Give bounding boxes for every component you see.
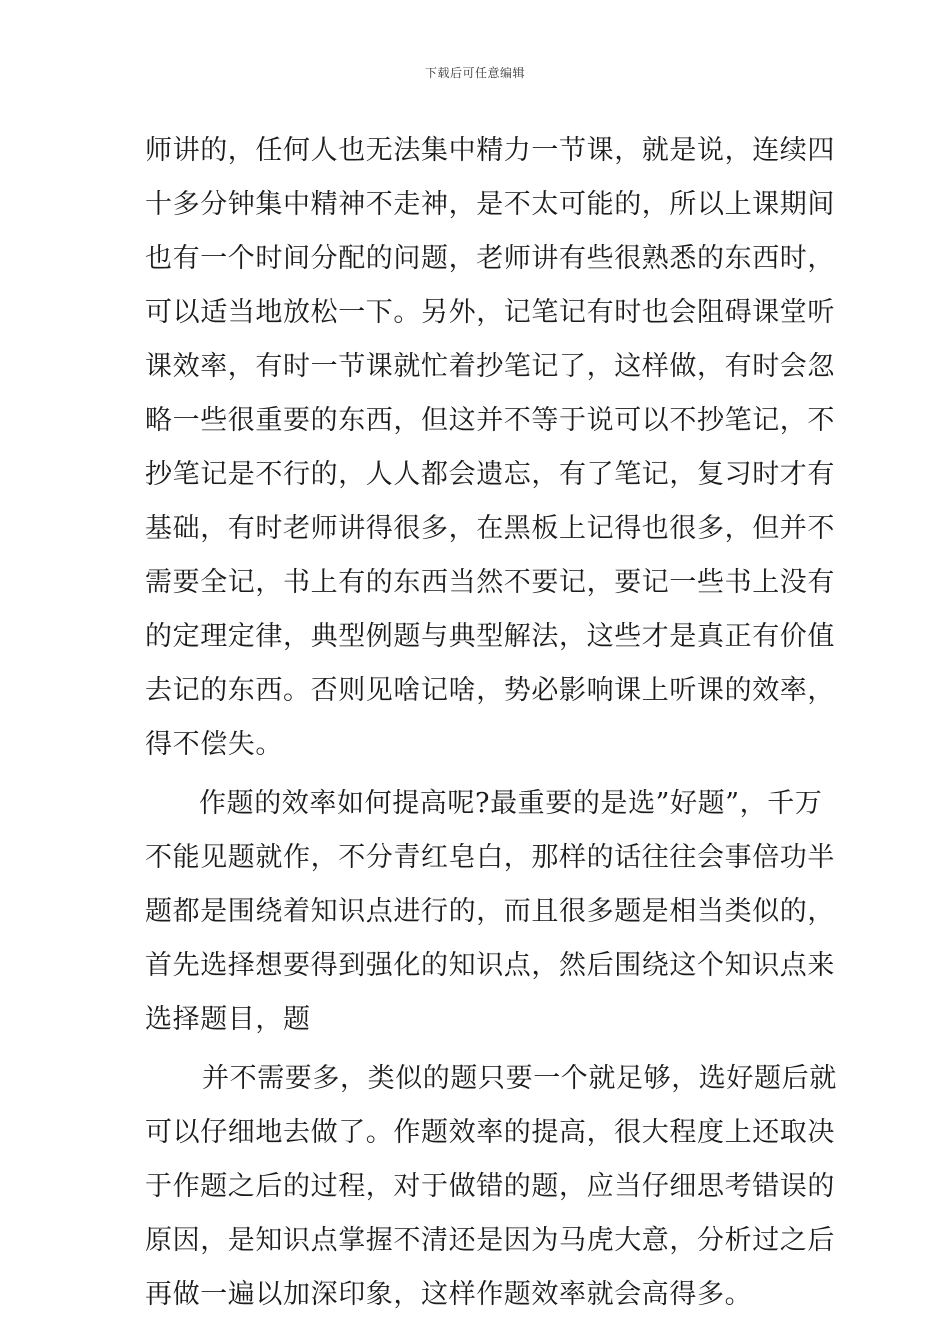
text-line: 再做一遍以加深印象，这样作题效率就会高得多。 xyxy=(145,1279,753,1310)
text-line: 于作题之后的过程，对于做错的题，应当仔细思考错误的 xyxy=(145,1171,835,1202)
text-line: 作题的效率如何提高呢?最重要的是选”好题”，千万 xyxy=(199,788,823,819)
text-line: 课效率，有时一节课就忙着抄笔记了，这样做，有时会忽 xyxy=(145,351,835,382)
paragraph xyxy=(145,124,835,772)
text-line: 去记的东西。否则见啥记啥，势必影响课上听课的效率， xyxy=(145,675,835,706)
text-line: 师讲的，任何人也无法集中精力一节课，就是说，连续四 xyxy=(145,135,835,166)
text-line: 不能见题就作，不分青红皂白，那样的话往往会事倍功半 xyxy=(145,842,835,873)
text-line: 首先选择想要得到强化的知识点，然后围绕这个知识点来 xyxy=(145,950,835,981)
text-line: 可以仔细地去做了。作题效率的提高，很大程度上还取决 xyxy=(145,1117,835,1148)
page-header: 下载后可任意编辑 xyxy=(424,66,525,80)
text-line: 抄笔记是不行的，人人都会遗忘，有了笔记，复习时才有 xyxy=(145,459,835,490)
text-line: 得不偿失。 xyxy=(145,729,283,760)
text-line: 基础，有时老师讲得很多，在黑板上记得也很多，但并不 xyxy=(145,513,835,544)
text-line: 十多分钟集中精神不走神，是不太可能的，所以上课期间 xyxy=(145,189,835,220)
text-line: 并不需要多，类似的题只要一个就足够，选好题后就 xyxy=(202,1063,837,1094)
paragraph xyxy=(145,777,835,1047)
text-line: 略一些很重要的东西，但这并不等于说可以不抄笔记，不 xyxy=(145,405,835,436)
text-line: 的定理定律，典型例题与典型解法，这些才是真正有价值 xyxy=(145,621,835,652)
text-line: 也有一个时间分配的问题，老师讲有些很熟悉的东西时， xyxy=(145,243,835,274)
text-line: 题都是围绕着知识点进行的，而且很多题是相当类似的， xyxy=(145,896,835,927)
paragraph xyxy=(145,1052,837,1322)
text-line: 选择题目，题 xyxy=(145,1004,311,1035)
text-line: 需要全记，书上有的东西当然不要记，要记一些书上没有 xyxy=(145,567,835,598)
text-line: 原因，是知识点掌握不清还是因为马虎大意，分析过之后 xyxy=(145,1225,835,1256)
body-text xyxy=(145,124,837,1322)
text-line: 可以适当地放松一下。另外，记笔记有时也会阻碍课堂听 xyxy=(145,297,835,328)
